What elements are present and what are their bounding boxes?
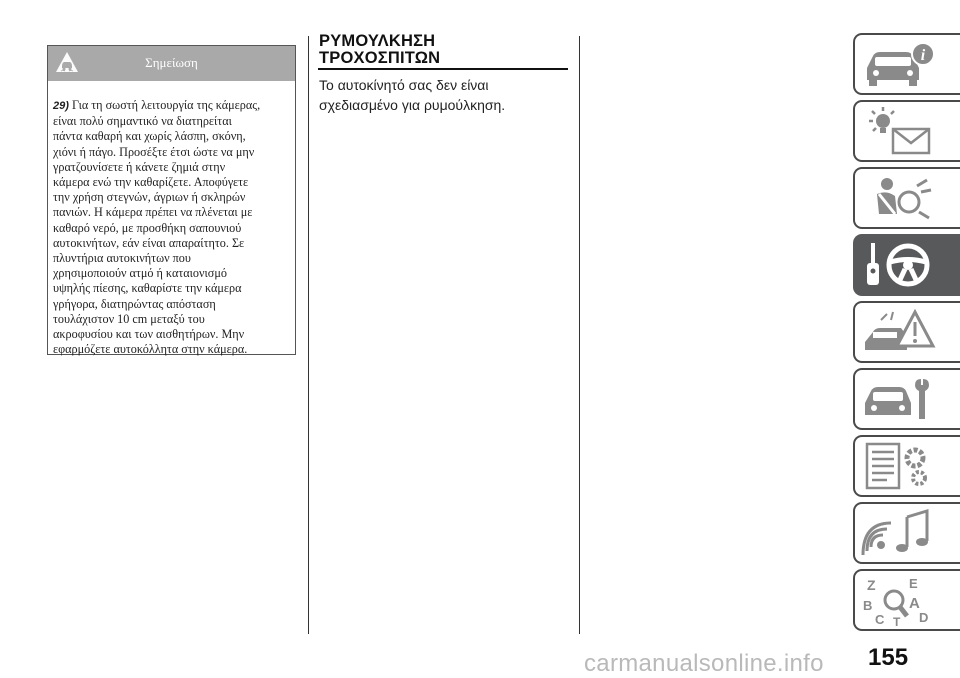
note-line: γρήγορα, διατηρώντας απόσταση <box>53 296 216 311</box>
note-line: εφαρμόζετε αυτοκόλλητα στην κάμερα. <box>53 342 248 357</box>
note-line: ακροφυσίου και των αισθητήρων. Μην <box>53 327 245 342</box>
svg-text:D: D <box>919 610 929 625</box>
car-maintenance-wrench-icon <box>861 373 937 427</box>
dashboard-lights-message-icon <box>861 105 937 159</box>
svg-text:A: A <box>909 595 920 612</box>
note-title: Σημείωση <box>145 55 198 70</box>
section-heading: ΡΥΜΟΥΛΚΗΣΗ ΤΡΟΧΟΣΠΙΤΩΝ <box>319 32 441 67</box>
svg-text:T: T <box>893 615 901 628</box>
heading-underline <box>318 68 568 70</box>
note-line: 29) Για τη σωστή λειτουργία της κάμερας, <box>53 98 261 112</box>
tab-emergency[interactable] <box>853 301 960 363</box>
note-line: την χρήση στεγνών, άγριων ή σκληρών <box>53 190 246 205</box>
svg-text:B: B <box>863 598 873 613</box>
alphabetical-index-icon <box>861 574 937 628</box>
column-divider-left <box>308 36 309 634</box>
note-line: είναι πολύ σημαντικό να διατηρείται <box>53 114 232 129</box>
svg-text:Z: Z <box>867 577 876 593</box>
tab-technical-data[interactable] <box>853 435 960 497</box>
warning-triangle-breakdown-icon <box>861 306 937 360</box>
note-line: χιόνι ή πάγο. Προσέξτε έτσι ώστε να μην <box>53 144 255 159</box>
note-line: υψηλής πίεσης, καθαρίστε την κάμερα <box>53 281 242 296</box>
note-line: αυτοκινήτων, εάν είναι απαραίτητο. Σε <box>53 235 245 250</box>
watermark: carmanualsonline.info <box>584 650 824 677</box>
section-body-text: Το αυτοκίνητό σας δεν είναι σχεδιασμένο για ρυμούλκηση. <box>319 77 506 113</box>
tab-safety[interactable] <box>853 167 960 229</box>
technical-data-gears-icon <box>861 440 937 494</box>
svg-text:E: E <box>909 576 918 591</box>
note-line: πλυντήρια αυτοκινήτων που <box>53 251 191 266</box>
note-line: καθαρό νερό, με προσθήκη σαπουνιού <box>53 220 242 235</box>
car-info-icon <box>861 38 937 92</box>
note-reference-number: 29) <box>53 100 69 112</box>
tab-maintenance[interactable] <box>853 368 960 430</box>
page-number: 155 <box>868 644 909 671</box>
note-line: γρατζουνίσετε ή κάνετε ζημιά στην <box>53 159 226 174</box>
tab-multimedia[interactable] <box>853 502 960 564</box>
seat-belt-airbag-icon <box>861 172 937 226</box>
column-divider-right <box>579 36 580 634</box>
tab-car-info[interactable] <box>853 33 960 95</box>
key-steering-wheel-icon <box>861 239 937 293</box>
multimedia-music-icon <box>861 507 937 561</box>
tab-starting-driving[interactable] <box>853 234 960 296</box>
note-line: τουλάχιστον 10 cm μεταξύ του <box>53 311 205 326</box>
note-body <box>48 81 295 357</box>
tab-index[interactable] <box>853 569 960 631</box>
note-line: κάμερα ενώ την καθαρίζετε. Αποφύγετε <box>53 175 249 190</box>
svg-text:i: i <box>920 47 926 64</box>
tab-dashboard-lights[interactable] <box>853 100 960 162</box>
note-header <box>48 46 295 81</box>
note-box <box>47 45 296 355</box>
note-line: πάντα καθαρή και χωρίς λάσπη, σκόνη, <box>53 129 246 144</box>
note-line: πανιών. Η κάμερα πρέπει να πλένεται με <box>53 205 253 220</box>
note-line: χρησιμοποιούν ατμό ή καταιονισμό <box>53 266 227 281</box>
svg-text:C: C <box>875 612 885 627</box>
